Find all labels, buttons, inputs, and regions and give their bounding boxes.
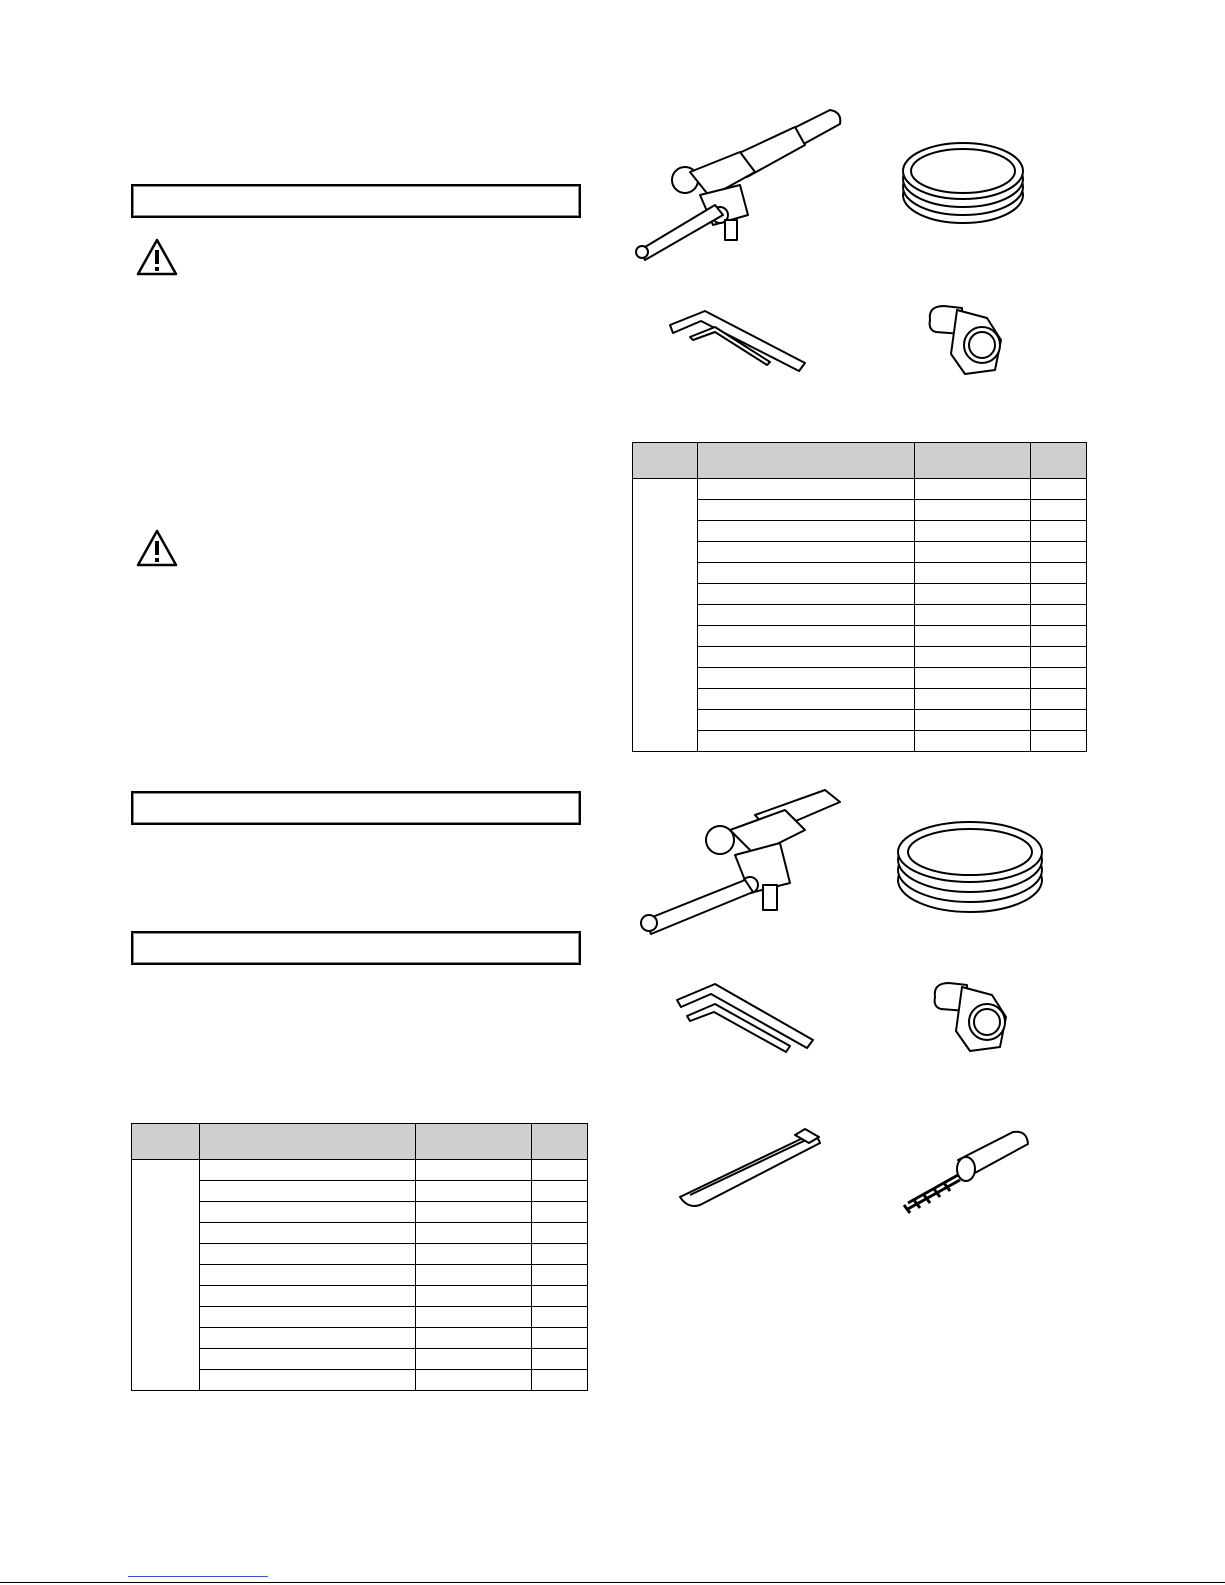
table-cell: [532, 1286, 588, 1307]
table-cell: [200, 1202, 416, 1223]
table-cell: [698, 500, 915, 521]
table-cell: [416, 1265, 532, 1286]
table-cell: [915, 521, 1031, 542]
table-cell: [915, 584, 1031, 605]
table-cell: [698, 479, 915, 500]
table-cell: [915, 605, 1031, 626]
table-cell: [1031, 626, 1087, 647]
table-cell: [416, 1223, 532, 1244]
table-cell: [915, 542, 1031, 563]
table-cell: [915, 626, 1031, 647]
accessories-table-right: [632, 442, 1087, 752]
air-fitting-icon: [922, 300, 1007, 380]
table-cell: [1031, 668, 1087, 689]
table-cell: [1031, 479, 1087, 500]
table-cell: [1031, 731, 1087, 752]
table-cell: [698, 668, 915, 689]
table-cell: [698, 521, 915, 542]
table-cell: [532, 1223, 588, 1244]
table-cell: [1031, 500, 1087, 521]
section-header-3: [131, 931, 581, 965]
table-cell: [1031, 689, 1087, 710]
table-cell: [416, 1307, 532, 1328]
table-cell: [416, 1328, 532, 1349]
table-header-cell: [915, 443, 1031, 479]
table-cell: [698, 626, 915, 647]
table-cell: [915, 647, 1031, 668]
table-cell: [200, 1286, 416, 1307]
table-cell: [532, 1328, 588, 1349]
table-cell: [200, 1244, 416, 1265]
table-cell: [698, 605, 915, 626]
table-cell: [532, 1202, 588, 1223]
table-cell: [200, 1328, 416, 1349]
table-group-cell: [132, 1160, 200, 1391]
hex-key-icon: [665, 305, 810, 375]
table-cell: [915, 563, 1031, 584]
table-cell: [416, 1181, 532, 1202]
table-cell: [1031, 521, 1087, 542]
table-header-cell: [633, 443, 698, 479]
table-cell: [915, 668, 1031, 689]
table-cell: [416, 1244, 532, 1265]
guide-arm-icon: [675, 1125, 825, 1215]
table-cell: [915, 500, 1031, 521]
table-cell: [532, 1370, 588, 1391]
table-cell: [698, 731, 915, 752]
table-cell: [532, 1265, 588, 1286]
table-header-cell: [532, 1124, 588, 1160]
table-cell: [200, 1223, 416, 1244]
table-cell: [416, 1160, 532, 1181]
table-cell: [200, 1349, 416, 1370]
warning-triangle-icon: [135, 237, 179, 277]
section-header-1: [131, 184, 581, 218]
table-cell: [200, 1160, 416, 1181]
table-cell: [200, 1307, 416, 1328]
table-group-cell: [633, 479, 698, 752]
table-header-cell: [416, 1124, 532, 1160]
table-cell: [200, 1265, 416, 1286]
table-cell: [1031, 647, 1087, 668]
footer-link-underline[interactable]: [128, 1576, 268, 1577]
table-header-cell: [200, 1124, 416, 1160]
table-cell: [698, 563, 915, 584]
table-cell: [416, 1286, 532, 1307]
table-cell: [915, 689, 1031, 710]
hex-keys-icon: [672, 978, 817, 1053]
table-cell: [1031, 542, 1087, 563]
table-header-cell: [132, 1124, 200, 1160]
table-cell: [416, 1370, 532, 1391]
table-header-cell: [698, 443, 915, 479]
table-cell: [698, 647, 915, 668]
table-cell: [1031, 584, 1087, 605]
table-cell: [532, 1181, 588, 1202]
table-cell: [698, 710, 915, 731]
table-cell: [532, 1244, 588, 1265]
footer-rule: [0, 1582, 1225, 1583]
table-cell: [698, 689, 915, 710]
section-header-2: [131, 791, 581, 825]
table-cell: [698, 584, 915, 605]
table-cell: [1031, 710, 1087, 731]
table-cell: [1031, 605, 1087, 626]
warning-triangle-icon: [135, 528, 179, 568]
spring-and-sleeve-icon: [898, 1125, 1033, 1220]
table-cell: [532, 1307, 588, 1328]
table-cell: [1031, 563, 1087, 584]
table-cell: [200, 1370, 416, 1391]
table-cell: [416, 1349, 532, 1370]
table-cell: [915, 710, 1031, 731]
table-cell: [532, 1160, 588, 1181]
air-fitting-icon: [927, 975, 1012, 1055]
sanding-belts-icon: [898, 140, 1028, 230]
table-cell: [915, 731, 1031, 752]
table-header-cell: [1031, 443, 1087, 479]
table-cell: [416, 1202, 532, 1223]
table-cell: [200, 1181, 416, 1202]
sanding-belts-icon: [893, 818, 1048, 918]
belt-sander-icon: [630, 100, 850, 265]
accessories-table-left: [131, 1123, 588, 1391]
table-cell: [532, 1349, 588, 1370]
belt-sander-icon: [635, 775, 850, 935]
table-cell: [698, 542, 915, 563]
table-cell: [915, 479, 1031, 500]
